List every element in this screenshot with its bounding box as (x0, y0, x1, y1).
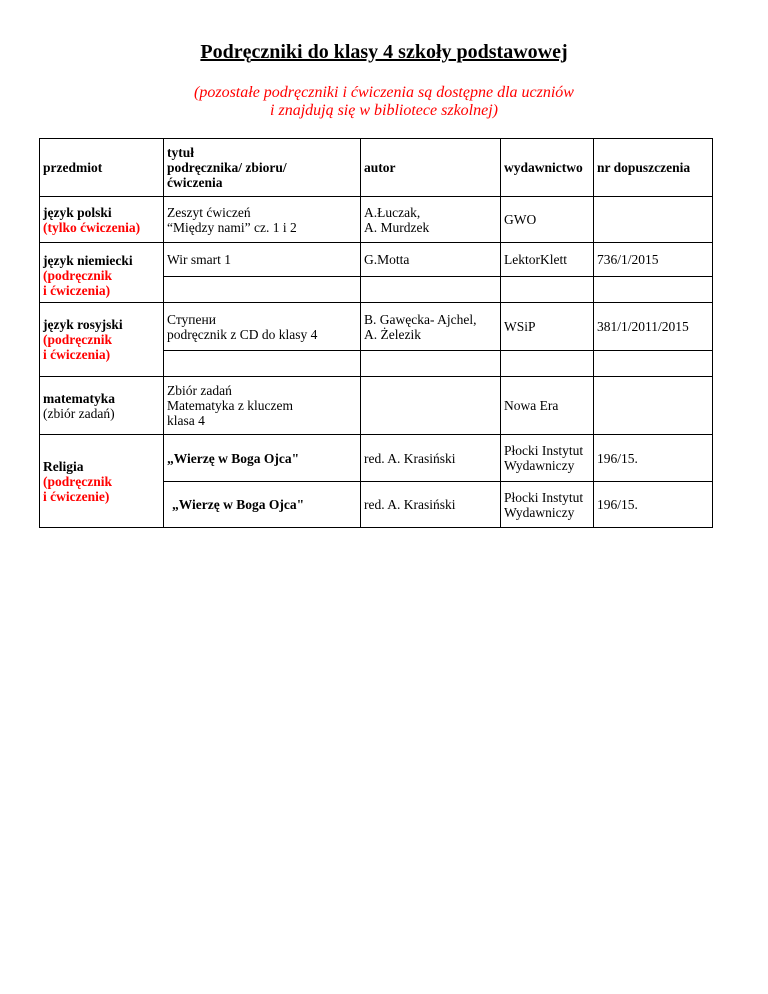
publisher-line: Płocki Instytut (504, 443, 584, 458)
title-line: Ступени (167, 311, 216, 327)
empty-cell (501, 277, 594, 303)
subject-note: (podręcznik (43, 268, 112, 283)
publisher-line: Płocki Instytut (504, 489, 584, 505)
table-row (40, 197, 713, 243)
approval-cell (594, 197, 713, 243)
subject-name: język rosyjski (43, 317, 123, 332)
title-cell: „Wierzę w Boga Ojca" (164, 482, 361, 528)
empty-cell (164, 351, 361, 377)
header-title (164, 139, 361, 197)
table-row (40, 377, 713, 435)
subject-name: Religia (43, 458, 84, 474)
header-author: autor (361, 139, 501, 197)
empty-cell (501, 351, 594, 377)
title-cell (164, 197, 361, 243)
approval-cell: 736/1/2015 (594, 243, 713, 277)
header-subject: przedmiot (40, 139, 164, 197)
publisher-cell: GWO (501, 197, 594, 243)
title-cell (164, 377, 361, 435)
textbook-table (39, 138, 713, 528)
author-line: B. Gawęcka- Ajchel, (364, 311, 477, 327)
empty-cell (361, 277, 501, 303)
title-line: Matematyka z kluczem (167, 398, 293, 413)
publisher-line: Wydawniczy (504, 458, 575, 473)
header-publisher: wydawnictwo (501, 139, 594, 197)
title-cell: Wir smart 1 (164, 243, 361, 277)
publisher-cell: WSiP (501, 303, 594, 351)
subject-note: (podręcznik (43, 473, 112, 489)
author-cell: red. A. Krasiński (361, 435, 501, 482)
subject-name: matematyka (43, 390, 115, 406)
approval-cell (594, 377, 713, 435)
author-cell: red. A. Krasiński (361, 482, 501, 528)
subject-cell (40, 243, 164, 303)
publisher-cell (501, 435, 594, 482)
table-row (40, 303, 713, 351)
title-line: “Między nami” cz. 1 i 2 (167, 219, 297, 235)
page-subtitle (0, 84, 768, 120)
header-title-line: ćwiczenia (167, 175, 223, 190)
table-header-row (40, 139, 713, 197)
publisher-line: Wydawniczy (504, 504, 575, 520)
subject-name: język niemiecki (43, 253, 133, 268)
title-line: podręcznik z CD do klasy 4 (167, 326, 318, 342)
approval-cell: 196/15. (594, 482, 713, 528)
title-cell (164, 303, 361, 351)
empty-cell (594, 277, 713, 303)
author-cell (361, 303, 501, 351)
table-row (40, 435, 713, 482)
publisher-cell: LektorKlett (501, 243, 594, 277)
publisher-cell (501, 482, 594, 528)
subject-note: i ćwiczenia) (43, 283, 111, 298)
author-cell (361, 197, 501, 243)
subject-note: (tylko ćwiczenia) (43, 219, 141, 235)
empty-cell (594, 351, 713, 377)
subject-cell (40, 197, 164, 243)
title-cell: „Wierzę w Boga Ojca" (164, 435, 361, 482)
title-line: klasa 4 (167, 413, 205, 428)
header-approval: nr dopuszczenia (594, 139, 713, 197)
approval-cell: 196/15. (594, 435, 713, 482)
header-title-line: podręcznika/ zbioru/ (167, 160, 287, 175)
page-title: Podręczniki do klasy 4 szkoły podstawowej (200, 41, 568, 63)
author-line: A. Murdzek (364, 219, 430, 235)
author-line: A.Łuczak, (364, 204, 421, 220)
approval-cell: 381/1/2011/2015 (594, 303, 713, 351)
subject-name: język polski (43, 204, 112, 220)
subtitle-line-2: i znajdują się w bibliotece szkolnej) (270, 102, 498, 119)
title-line: Zeszyt ćwiczeń (167, 204, 251, 220)
author-cell (361, 377, 501, 435)
publisher-cell: Nowa Era (501, 377, 594, 435)
table-row (40, 243, 713, 277)
subject-note: i ćwiczenia) (43, 347, 111, 362)
subject-cell (40, 377, 164, 435)
subject-cell (40, 435, 164, 528)
subject-cell (40, 303, 164, 377)
title-line: Zbiór zadań (167, 383, 232, 398)
author-cell: G.Motta (361, 243, 501, 277)
author-line: A. Żelezik (364, 326, 421, 342)
empty-cell (164, 277, 361, 303)
subject-note: (podręcznik (43, 332, 112, 347)
subtitle-line-1: (pozostałe podręczniki i ćwiczenia są dostępne dla uczniów (194, 84, 574, 101)
subject-note: i ćwiczenie) (43, 488, 110, 504)
empty-cell (361, 351, 501, 377)
subject-note: (zbiór zadań) (43, 405, 115, 421)
header-title-line: tytuł (167, 145, 194, 160)
